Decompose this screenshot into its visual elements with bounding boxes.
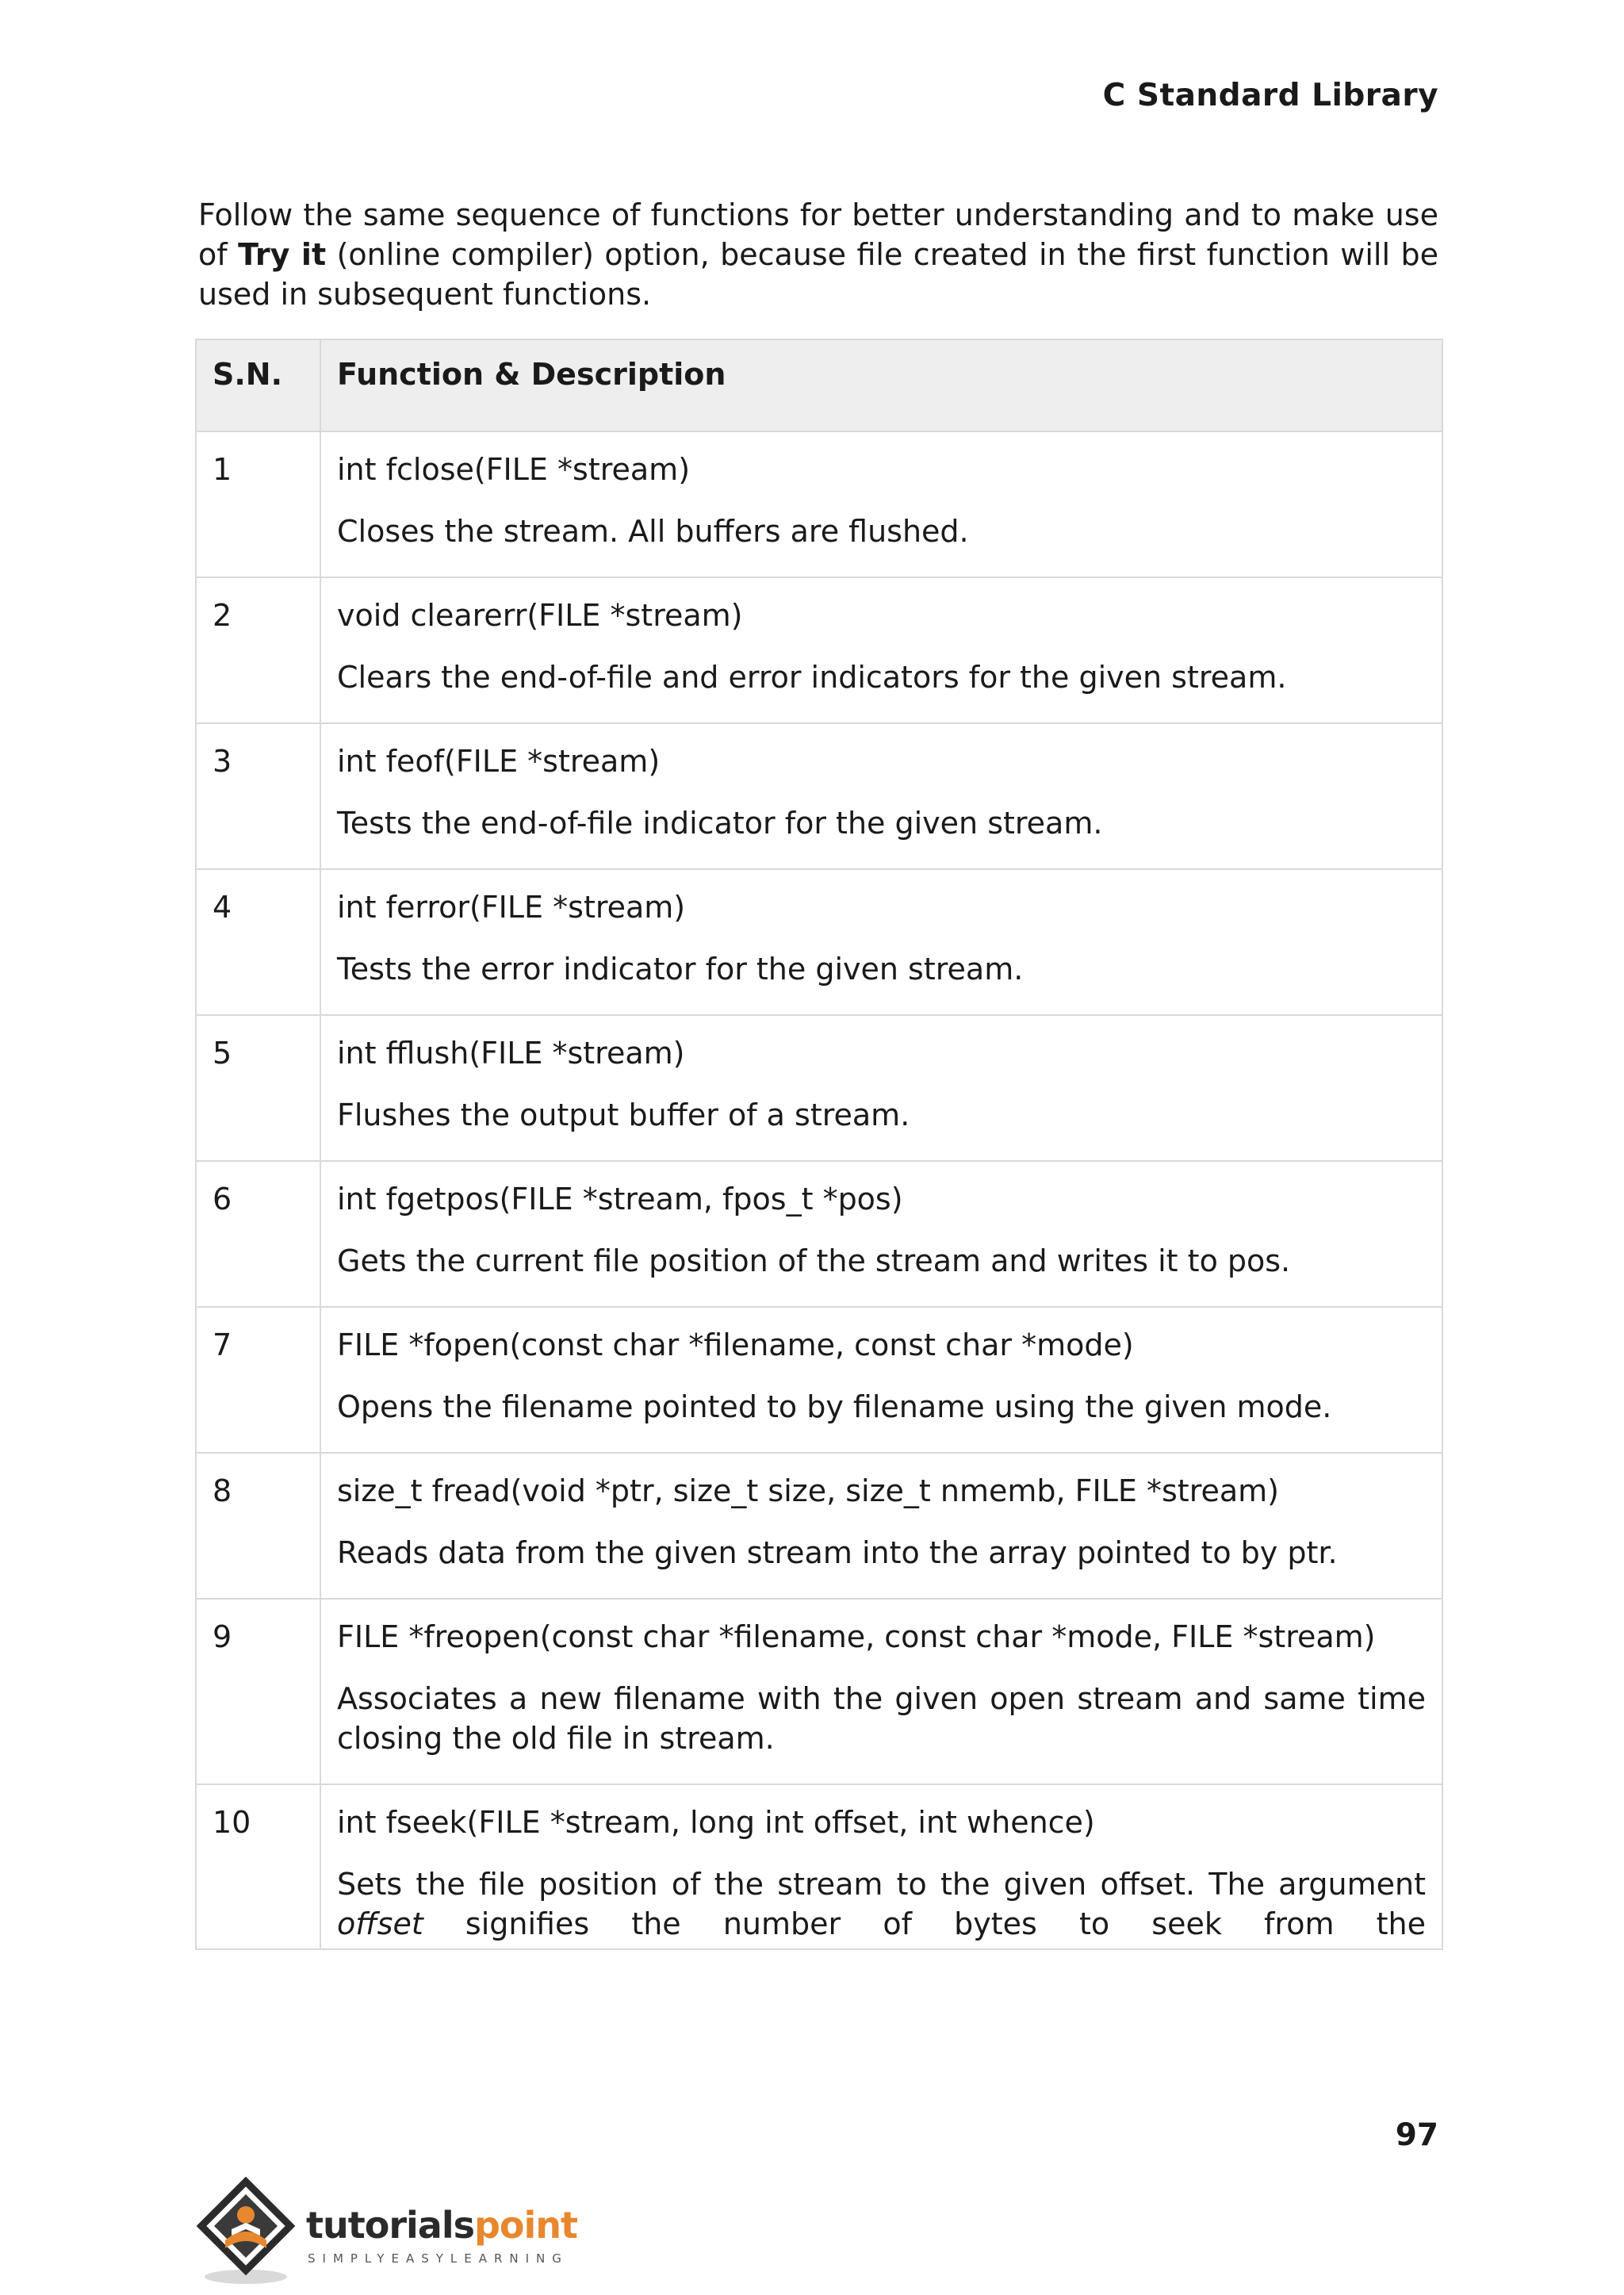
row-number: 2 xyxy=(196,577,320,723)
row-content xyxy=(320,1161,1442,1307)
logo-tagline: SIMPLYEASYLEARNING xyxy=(308,2251,569,2266)
table-row xyxy=(196,1784,1442,1949)
row-number: 10 xyxy=(196,1784,320,1949)
row-content xyxy=(320,1453,1442,1599)
logo-wordmark xyxy=(306,2204,577,2247)
header-sn: S.N. xyxy=(196,339,320,431)
function-signature: FILE *freopen(const char *filename, const char *mode, FILE *stream) xyxy=(337,1619,1376,1654)
table-header-row xyxy=(196,339,1442,431)
function-description: Gets the current file position of the stream and writes it to pos. xyxy=(337,1243,1291,1278)
row-content xyxy=(320,1599,1442,1784)
function-signature: void clearerr(FILE *stream) xyxy=(337,598,743,633)
table-row xyxy=(196,1015,1442,1161)
row-content xyxy=(320,869,1442,1015)
function-description: Reads data from the given stream into the array pointed to by ptr. xyxy=(337,1535,1338,1570)
function-signature: int fgetpos(FILE *stream, fpos_t *pos) xyxy=(337,1182,903,1216)
function-description xyxy=(337,1864,1426,1944)
row-number: 1 xyxy=(196,431,320,577)
tutorialspoint-logo xyxy=(197,2177,577,2288)
functions-table xyxy=(195,339,1443,1950)
function-signature: FILE *fopen(const char *filename, const char *mode) xyxy=(337,1328,1134,1362)
intro-text-after: (online compiler) option, because file created in the first function will be used in subsequent functions. xyxy=(198,237,1438,312)
function-signature: int fclose(FILE *stream) xyxy=(337,452,691,487)
table-row xyxy=(196,723,1442,869)
header-function-description: Function & Description xyxy=(320,339,1442,431)
row-content xyxy=(320,1784,1442,1949)
function-description: Associates a new filename with the given open stream and same time closing the old file in stream. xyxy=(337,1681,1426,1756)
function-description: Flushes the output buffer of a stream. xyxy=(337,1098,910,1132)
function-signature: int fflush(FILE *stream) xyxy=(337,1036,685,1071)
table-row xyxy=(196,1599,1442,1784)
function-signature: int fseek(FILE *stream, long int offset, int whence) xyxy=(337,1805,1095,1840)
logo-wordmark-part-b: point xyxy=(473,2204,578,2247)
function-description: Closes the stream. All buffers are flushed. xyxy=(337,514,969,549)
row-number: 7 xyxy=(196,1307,320,1453)
row-content xyxy=(320,577,1442,723)
row-number: 8 xyxy=(196,1453,320,1599)
description-italic-offset: offset xyxy=(337,1906,423,1941)
intro-paragraph xyxy=(198,195,1438,314)
row-content xyxy=(320,431,1442,577)
logo-emblem-icon xyxy=(197,2177,308,2288)
row-number: 4 xyxy=(196,869,320,1015)
row-content xyxy=(320,723,1442,869)
function-description: Tests the error indicator for the given stream. xyxy=(337,952,1024,987)
intro-text-before: Follow the same sequence of functions for better understanding and to make use of xyxy=(198,197,1438,272)
intro-try-it: Try it xyxy=(238,237,327,272)
table-row xyxy=(196,577,1442,723)
row-number: 3 xyxy=(196,723,320,869)
function-description: Opens the filename pointed to by filename using the given mode. xyxy=(337,1389,1332,1424)
row-number: 5 xyxy=(196,1015,320,1161)
function-signature: int ferror(FILE *stream) xyxy=(337,890,686,925)
row-content xyxy=(320,1307,1442,1453)
description-text-after: signifies the number of bytes to seek from the xyxy=(423,1906,1426,1941)
function-signature: int feof(FILE *stream) xyxy=(337,744,661,779)
running-header-title: C Standard Library xyxy=(1102,78,1438,113)
table-row xyxy=(196,1307,1442,1453)
row-number: 6 xyxy=(196,1161,320,1307)
row-content xyxy=(320,1015,1442,1161)
function-description: Tests the end-of-file indicator for the given stream. xyxy=(337,806,1103,841)
function-description: Clears the end-of-file and error indicators for the given stream. xyxy=(337,660,1287,695)
table-row xyxy=(196,431,1442,577)
page-number: 97 xyxy=(1395,2117,1438,2153)
logo-wordmark-part-a: tutorials xyxy=(306,2204,474,2247)
table-row xyxy=(196,1161,1442,1307)
row-number: 9 xyxy=(196,1599,320,1784)
function-signature: size_t fread(void *ptr, size_t size, size_t nmemb, FILE *stream) xyxy=(337,1473,1279,1508)
table-row xyxy=(196,1453,1442,1599)
description-text-before: Sets the file position of the stream to the given offset. The argument xyxy=(337,1867,1426,1902)
table-row xyxy=(196,869,1442,1015)
